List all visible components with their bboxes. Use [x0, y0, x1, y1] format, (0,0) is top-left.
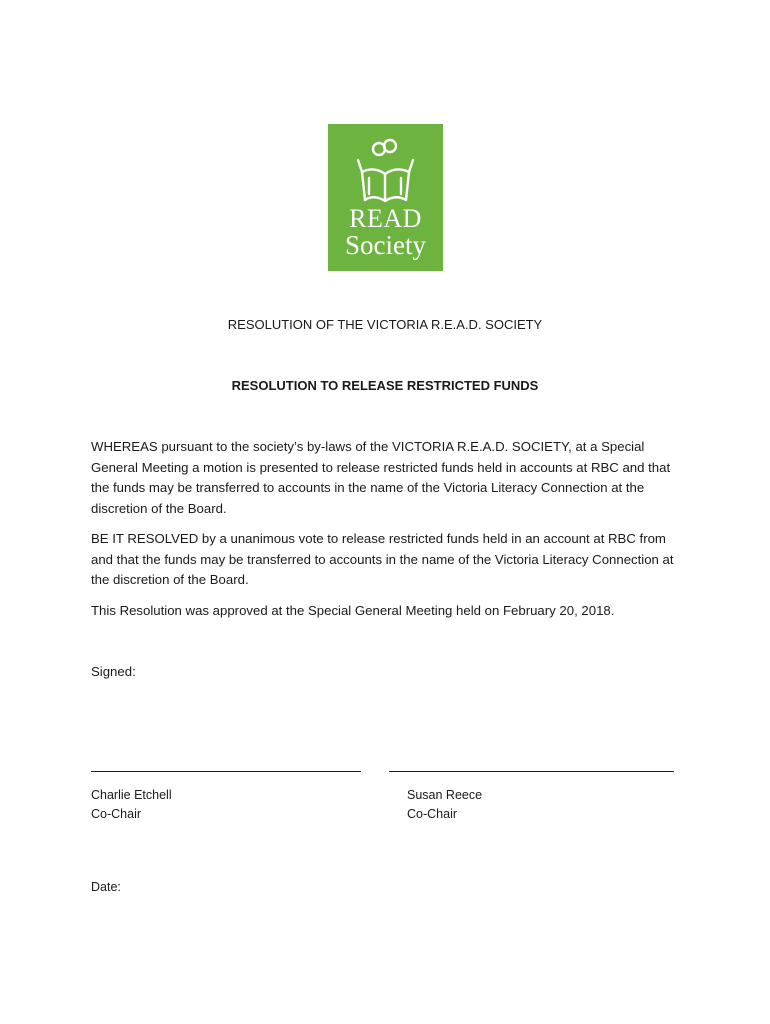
approval-paragraph: This Resolution was approved at the Special General Meeting held on February 20, 2018.	[91, 603, 615, 618]
logo-society-text: Society	[345, 230, 426, 260]
date-label: Date:	[91, 880, 121, 894]
document-subtitle: RESOLUTION TO RELEASE RESTRICTED FUNDS	[231, 378, 539, 393]
signed-label: Signed:	[91, 664, 136, 679]
logo-read-text: READ	[349, 204, 422, 233]
read-society-logo	[328, 124, 443, 271]
signer-block-2	[407, 786, 482, 824]
signer-name: Charlie Etchell	[91, 788, 172, 802]
signer-role: Co-Chair	[91, 807, 142, 821]
signer-name: Susan Reece	[407, 788, 483, 802]
signature-line-2	[389, 771, 674, 772]
signature-line-1	[91, 771, 361, 772]
resolved-paragraph: BE IT RESOLVED by a unanimous vote to release restricted funds held in an account at RBC from and that the funds may be transferred to accounts in the name of the Victoria Literacy Connection at the discretion of the Board.	[91, 531, 674, 587]
whereas-paragraph: WHEREAS pursuant to the society’s by-laws of the VICTORIA R.E.A.D. SOCIETY, at a Special General Meeting a motion is presented to release restricted funds held in accounts at RBC and that the funds may be transferred to accounts in the name of the Victoria Literacy Connection at the discretion of the Board.	[91, 439, 671, 516]
signer-role: Co-Chair	[407, 807, 458, 821]
document-title: RESOLUTION OF THE VICTORIA R.E.A.D. SOCIETY	[227, 317, 543, 332]
signer-block-1	[91, 786, 172, 824]
